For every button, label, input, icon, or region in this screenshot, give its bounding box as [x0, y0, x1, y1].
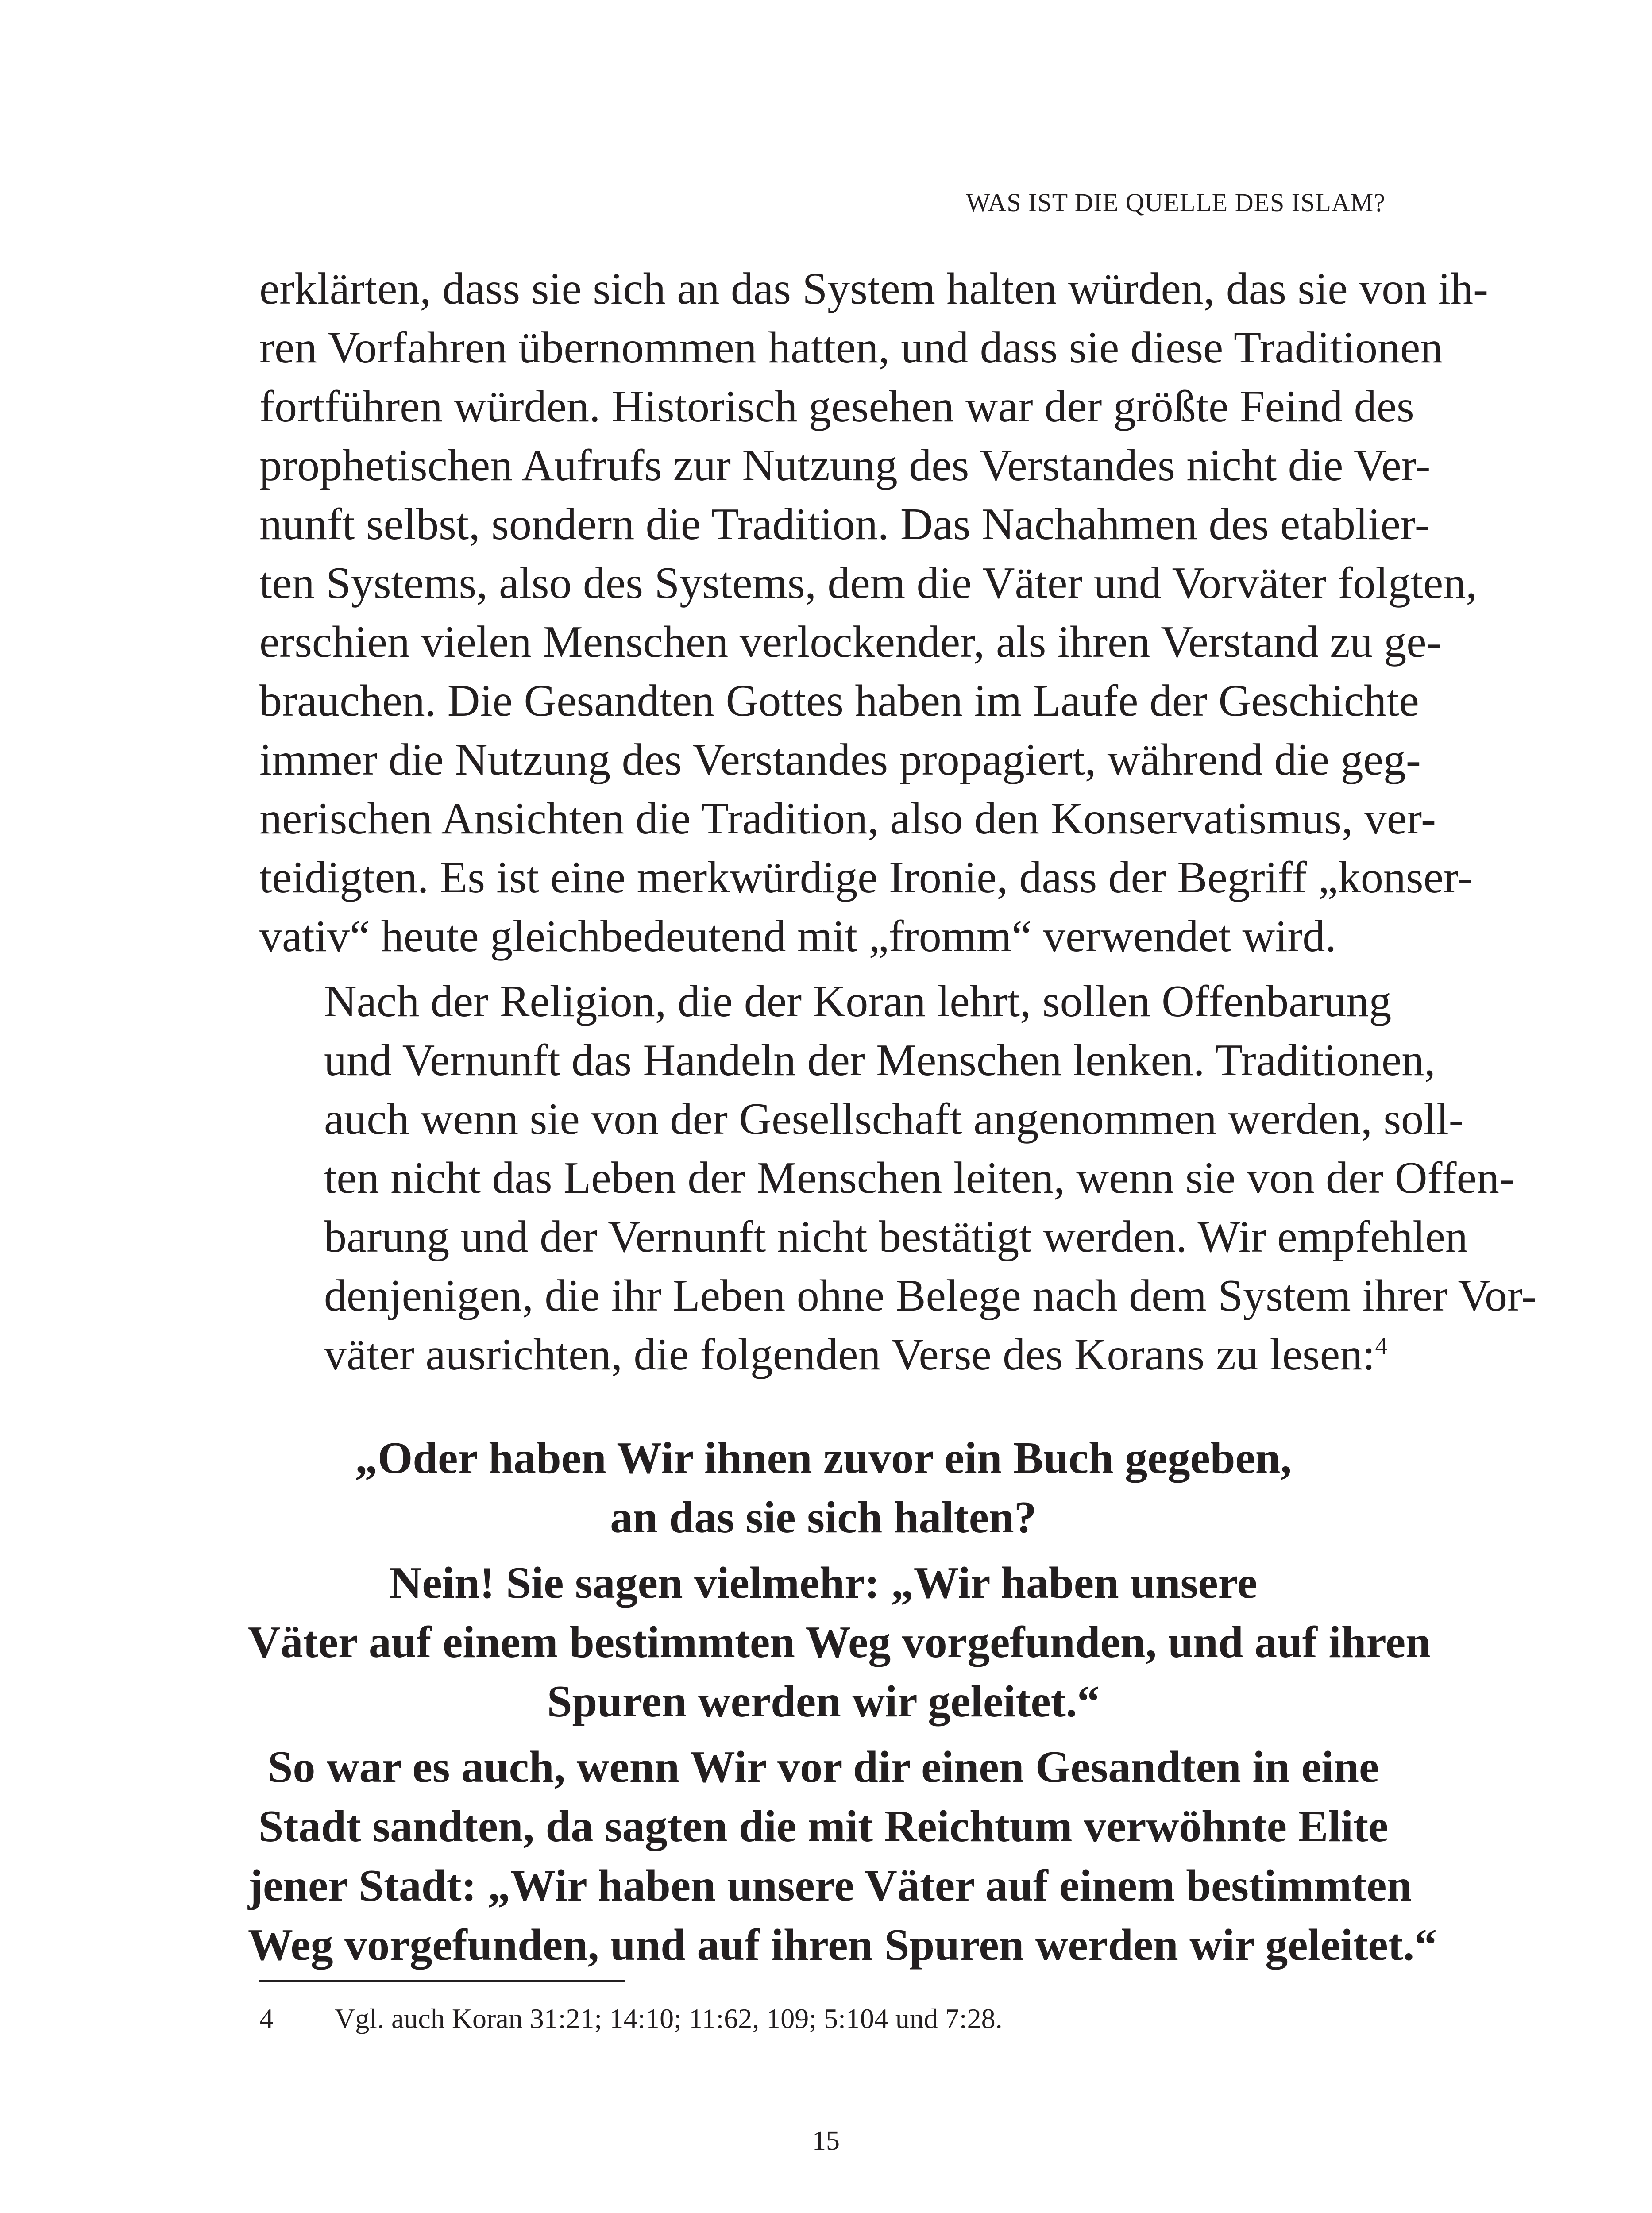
paragraph-line: vativ“ heute gleichbedeutend mit „fromm“ verwendet wird. — [259, 911, 1336, 961]
quote-line: jener Stadt: „Wir haben unsere Väter auf einem bestimmten — [248, 1861, 1412, 1911]
body-text — [259, 259, 1536, 1384]
paragraph-line: nunft selbst, sondern die Tradition. Das Nachahmen des etablier- — [259, 499, 1430, 549]
paragraph-line: und Vernunft das Handeln der Menschen lenken. Traditionen, — [324, 1035, 1436, 1085]
quote-line: So war es auch, wenn Wir vor dir einen Gesandten in eine — [267, 1742, 1379, 1792]
quote-line: Stadt sandten, da sagten die mit Reichtum verwöhnte Elite — [258, 1801, 1389, 1851]
quran-quote — [248, 1429, 1437, 1975]
running-header: WAS IST DIE QUELLE DES ISLAM? — [966, 188, 1386, 217]
quote-line: Spuren werden wir geleitet.“ — [547, 1677, 1100, 1727]
paragraph-line-text: väter ausrichten, die folgenden Verse des Korans zu lesen: — [324, 1330, 1375, 1380]
paragraph-line: nerischen Ansichten die Tradition, also den Konservatismus, ver- — [259, 794, 1436, 844]
paragraph-line: teidigten. Es ist eine merkwürdige Ironie, dass der Begriff „konser- — [259, 852, 1473, 902]
page-number: 15 — [812, 2126, 840, 2156]
paragraph-line: ren Vorfahren übernommen hatten, und dass sie diese Traditionen — [259, 323, 1443, 373]
quote-line: an das sie sich halten? — [610, 1492, 1037, 1542]
footnote-reference[interactable]: 4 — [1375, 1332, 1388, 1360]
paragraph-line: fortführen würden. Historisch gesehen war der größte Feind des — [259, 382, 1414, 432]
footnote-text: Vgl. auch Koran 31:21; 14:10; 11:62, 109; 5:104 und 7:28. — [335, 2003, 1003, 2034]
footnote — [259, 2002, 1003, 2035]
paragraph-line: auch wenn sie von der Gesellschaft angenommen werden, soll- — [324, 1094, 1464, 1144]
paragraph-1 — [259, 259, 1489, 966]
paragraph-line: immer die Nutzung des Verstandes propagiert, während die geg- — [259, 735, 1421, 785]
paragraph-line: ten nicht das Leben der Menschen leiten, wenn sie von der Offen- — [324, 1153, 1514, 1203]
paragraph-line: brauchen. Die Gesandten Gottes haben im Laufe der Geschichte — [259, 676, 1419, 726]
footnote-divider — [259, 1980, 625, 1982]
footnote-number: 4 — [259, 2003, 274, 2034]
paragraph-line: erklärten, dass sie sich an das System halten würden, das sie von ih- — [259, 264, 1489, 314]
paragraph-line: ten Systems, also des Systems, dem die Väter und Vorväter folgten, — [259, 558, 1477, 608]
paragraph-line: denjenigen, die ihr Leben ohne Belege nach dem System ihrer Vor- — [324, 1271, 1536, 1321]
quote-line: „Oder haben Wir ihnen zuvor ein Buch gegeben, — [355, 1433, 1292, 1483]
paragraph-line: erschien vielen Menschen verlockender, als ihren Verstand zu ge- — [259, 617, 1442, 667]
paragraph-line: Nach der Religion, die der Koran lehrt, sollen Offenbarung — [324, 976, 1392, 1026]
quote-line: Weg vorgefunden, und auf ihren Spuren werden wir geleitet.“ — [248, 1920, 1437, 1970]
quote-line: Nein! Sie sagen vielmehr: „Wir haben unsere — [389, 1558, 1258, 1608]
paragraph-line: barung und der Vernunft nicht bestätigt werden. Wir empfehlen — [324, 1212, 1468, 1262]
paragraph-2 — [259, 972, 1536, 1384]
quote-line: Väter auf einem bestimmten Weg vorgefunden, und auf ihren — [248, 1617, 1431, 1667]
paragraph-line: prophetischen Aufrufs zur Nutzung des Verstandes nicht die Ver- — [259, 440, 1431, 490]
paragraph-line — [259, 1325, 1386, 1384]
